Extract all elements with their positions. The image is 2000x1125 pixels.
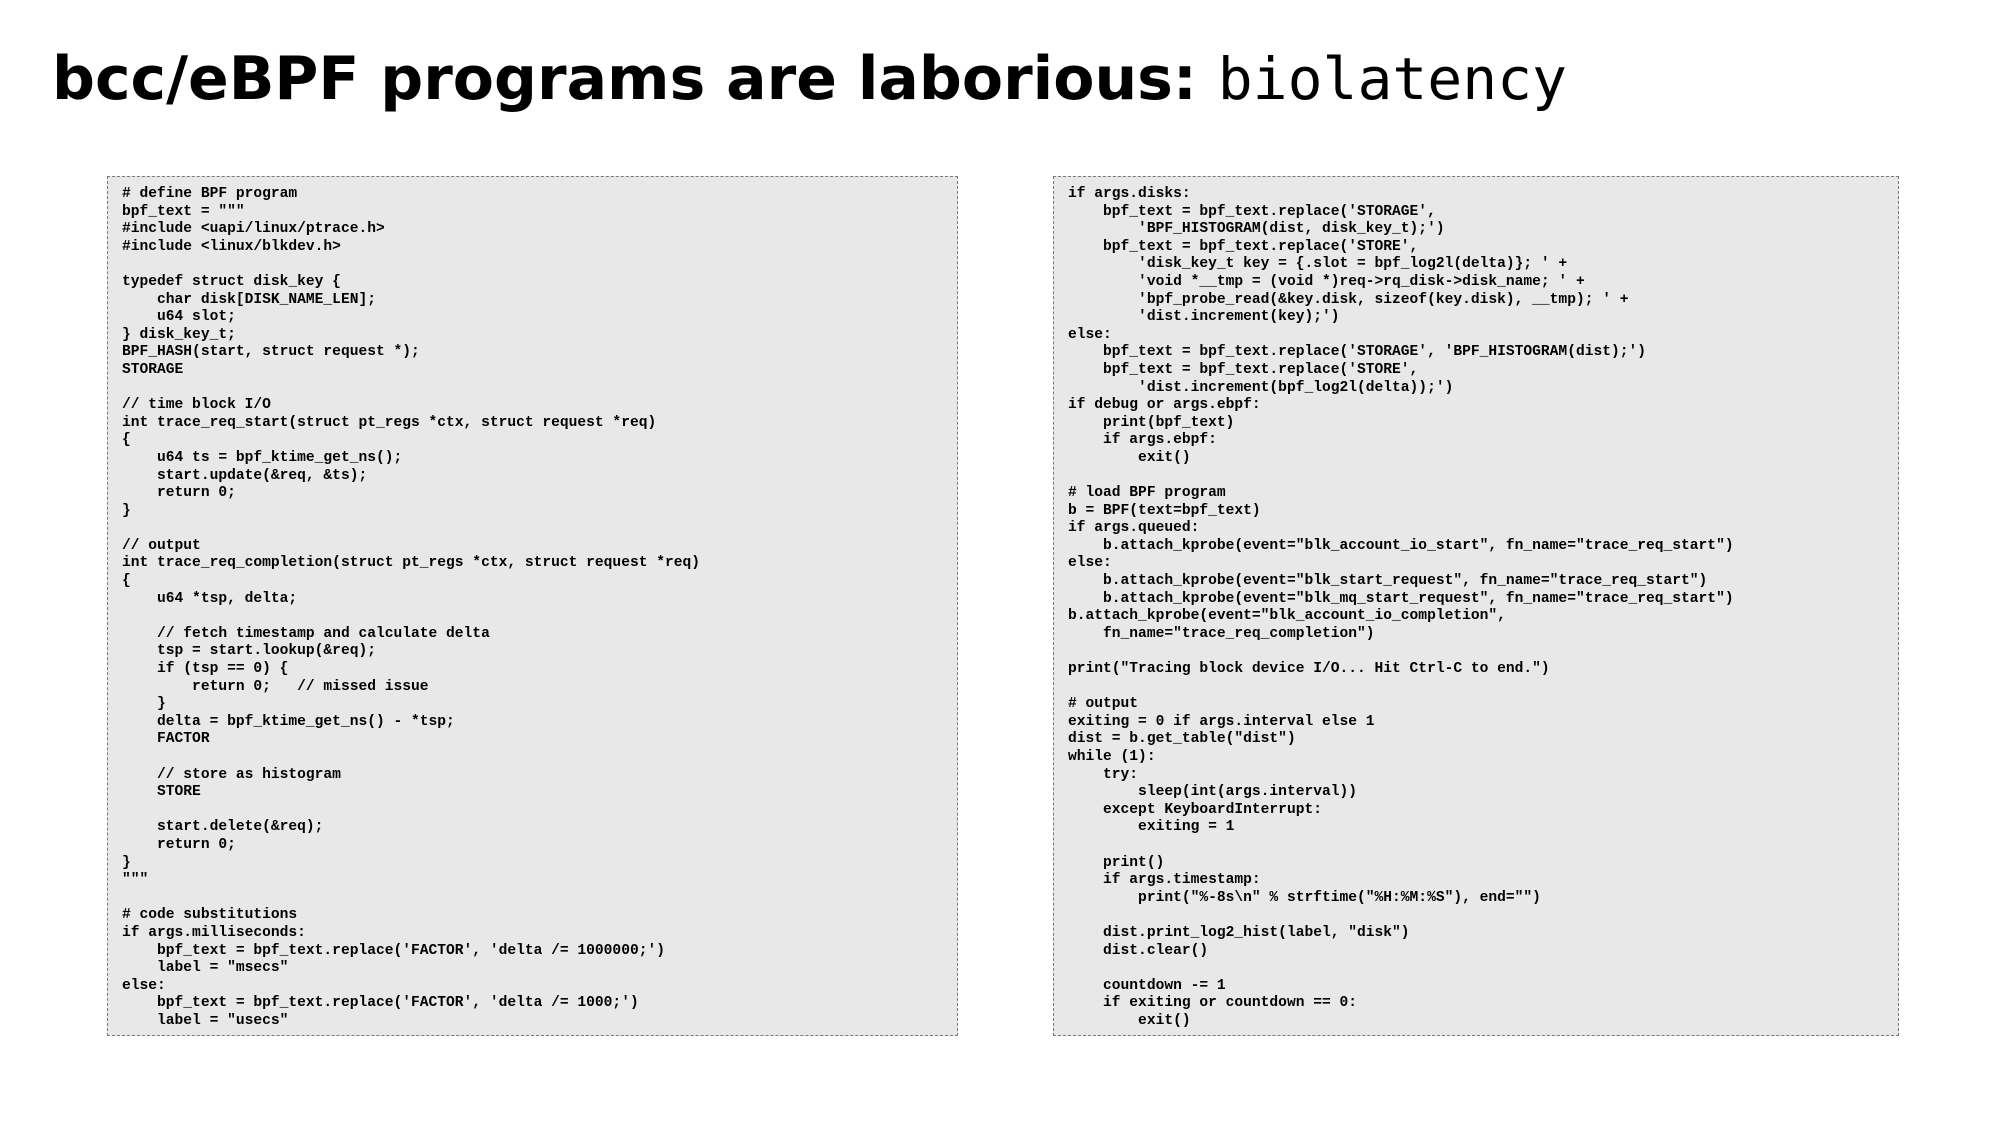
code-panel-left <box>107 176 958 1036</box>
code-panel-right <box>1053 176 1899 1036</box>
code-block-left: # define BPF program bpf_text = """ #include <uapi/linux/ptrace.h> #include <linux/blkdev.h> typedef struct disk_key { char disk[DISK_NAME_LEN]; u64 slot; } disk_key_t; BPF_HASH(start, struct request *); STORAGE // time block I/O int trace_req_start(struct pt_regs *ctx, struct request *req) { u64 ts = bpf_ktime_get_ns(); start.update(&req, &ts); return 0; } // output int trace_req_completion(struct pt_regs *ctx, struct request *req) { u64 *tsp, delta; // fetch timestamp and calculate delta tsp = start.lookup(&req); if (tsp == 0) { return 0; // missed issue } delta = bpf_ktime_get_ns() - *tsp; FACTOR // store as histogram STORE start.delete(&req); return 0; } """ # code substitutions if args.milliseconds: bpf_text = bpf_text.replace('FACTOR', 'delta /= 1000000;') label = "msecs" else: bpf_text = bpf_text.replace('FACTOR', 'delta /= 1000;') label = "usecs" <box>122 186 701 1029</box>
title-code: biolatency <box>1217 45 1567 113</box>
slide-title <box>52 40 1567 118</box>
code-block-right: if args.disks: bpf_text = bpf_text.replace('STORAGE', 'BPF_HISTOGRAM(dist, disk_key_t);') bpf_text = bpf_text.replace('STORE', 'disk_key_t key = {.slot = bpf_log2l(delta)}; ' + 'void *__tmp = (void *)req->rq_disk->disk_name; ' + 'bpf_probe_read(&key.disk, sizeof(key.disk), __tmp); ' + 'dist.increment(key);') else: bpf_text = bpf_text.replace('STORAGE', 'BPF_HISTOGRAM(dist);') bpf_text = bpf_text.replace('STORE', 'dist.increment(bpf_log2l(delta));') if debug or args.ebpf: print(bpf_text) if args.ebpf: exit() # load BPF program b = BPF(text=bpf_text) if args.queued: b.attach_kprobe(event="blk_account_io_start", fn_name="trace_req_start") else: b.attach_kprobe(event="blk_start_request", fn_name="trace_req_start") b.attach_kprobe(event="blk_mq_start_request", fn_name="trace_req_start") b.attach_kprobe(event="blk_account_io_completion", fn_name="trace_req_completion") print("Tracing block device I/O... Hit Ctrl-C to end.") # output exiting = 0 if args.interval else 1 dist = b.get_table("dist") while (1): try: sleep(int(args.interval)) except KeyboardInterrupt: exiting = 1 print() if args.timestamp: print("%-8s\n" % strftime("%H:%M:%S"), end="") dist.print_log2_hist(label, "disk") dist.clear() countdown -= 1 if exiting or countdown == 0: exit() <box>1068 186 1734 1029</box>
title-text: bcc/eBPF programs are laborious: <box>52 44 1197 114</box>
